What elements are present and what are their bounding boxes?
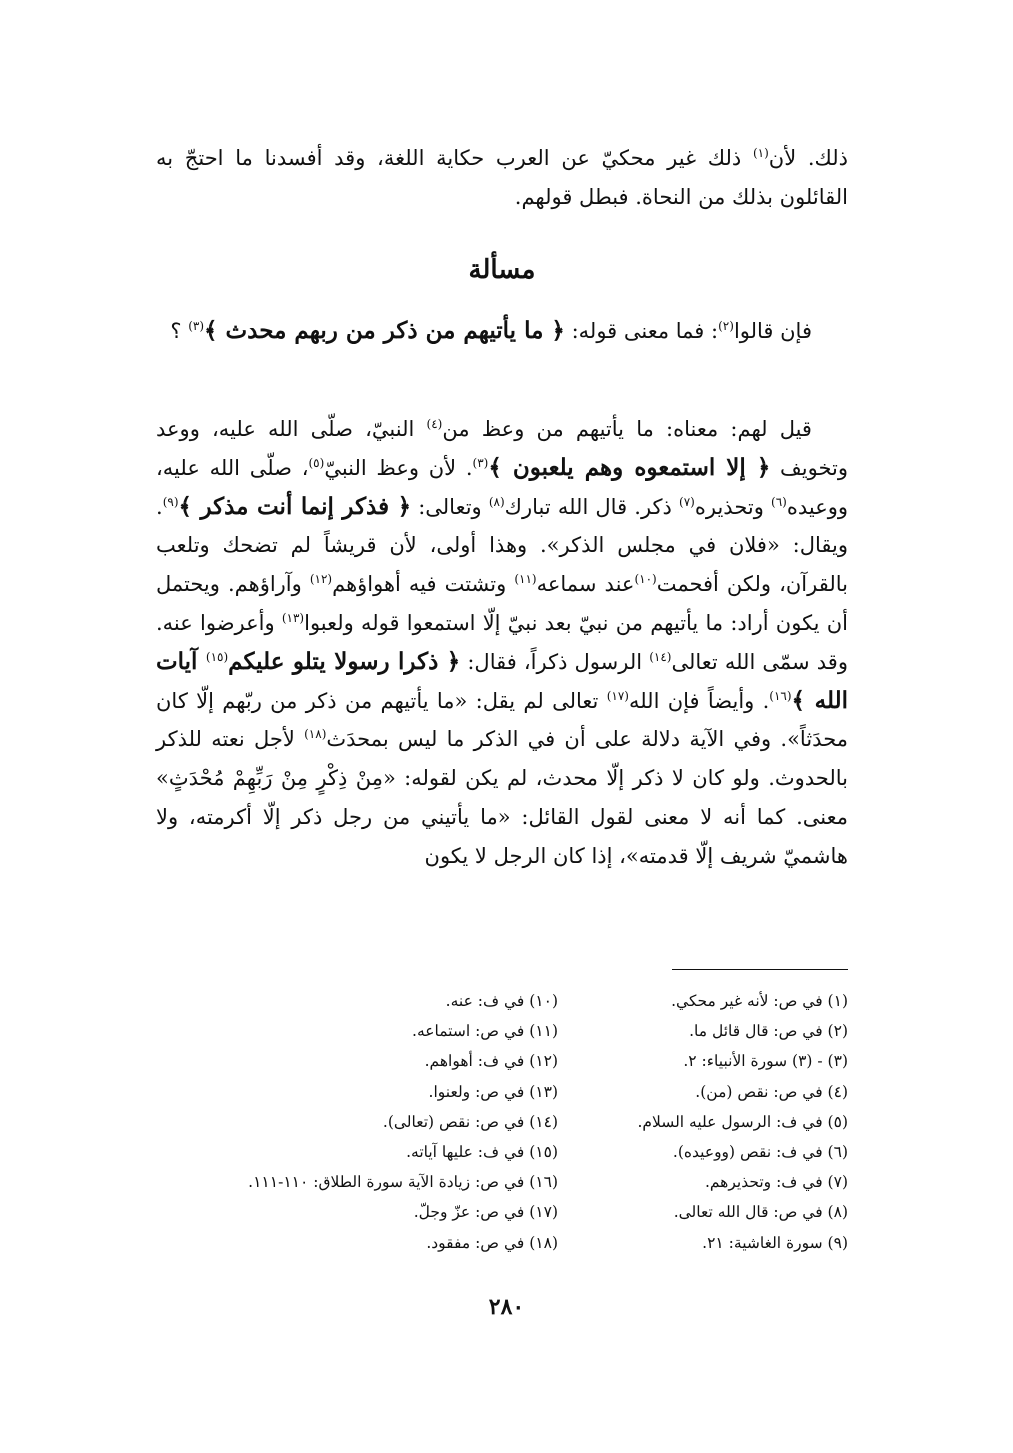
quran-verse: ﴿ إلا استمعوه وهم يلعبون ﴾ xyxy=(488,453,771,481)
text-run: تعالى لم يقل: «ما يأتيهم من ذكر من ربّهم إلّا كان محدَثاً». وفي الآية دلالة على أن في الذكر ما ليس بمحدَث xyxy=(156,688,849,752)
text-run: وتعالى: xyxy=(411,494,489,519)
footnote-marker: (١١) xyxy=(514,572,537,587)
text-run: قيل لهم: معناه: ما يأتيهم من وعظ من xyxy=(442,417,812,441)
footnote: (١٨) في ص: مفقود. xyxy=(426,1233,558,1252)
text-run: وأعرضوا عنه. وقد سمّى الله تعالى xyxy=(156,610,848,674)
footnote-marker: (١) xyxy=(752,146,769,160)
text-run: ذلك. لأن xyxy=(768,146,848,170)
text-run: ذلك غير محكيّ عن العرب حكاية اللغة، وقد أفسدنا ما احتجّ به القائلون بذلك من النحاة. فبطل قولهم. xyxy=(156,146,848,209)
footnote-marker: (١٧) xyxy=(606,688,629,703)
text-run: وآراؤهم. ويحتمل أن يكون أراد: ما يأتيهم من نبيّ بعد نبيّ إلّا استمعوا قوله ولعبوا xyxy=(156,572,848,635)
footnote-marker: (٥) xyxy=(308,455,325,470)
footnote: (١٣) في ص: ولعنوا. xyxy=(428,1082,558,1101)
answer-paragraph xyxy=(156,410,848,876)
section-heading: مسألة xyxy=(468,255,536,285)
footnote-marker: (٤) xyxy=(426,417,443,431)
footnote: (١٢) في ف: أهواهم. xyxy=(424,1052,558,1071)
footnote-marker: (٣) xyxy=(188,319,205,333)
footnote-marker: (١٠) xyxy=(634,572,657,587)
footnote: (١) في ص: لأنه غير محكي. xyxy=(671,992,848,1010)
footnote-marker: (٩) xyxy=(162,494,179,509)
text-run: . لأن وعظ النبيّ xyxy=(324,455,473,480)
footnotes-column-right xyxy=(548,986,848,1258)
footnote-marker: (٢) xyxy=(718,319,734,333)
text-run: الرسول ذكراً، فقال: xyxy=(460,649,650,674)
footnote: (٦) في ف: نقص (ووعيده). xyxy=(672,1143,848,1162)
quran-verse: ﴿ فذكر إنما أنت مذكر ﴾ xyxy=(178,492,412,520)
text-run: عند سماعه xyxy=(536,572,635,597)
text-run: فإن قالوا xyxy=(733,319,812,343)
text-run: . وأيضاً فإن الله xyxy=(628,688,770,713)
footnote-marker: (٦) xyxy=(771,494,787,509)
question-paragraph xyxy=(156,312,848,351)
footnote-marker: (١٥) xyxy=(205,649,229,664)
footnote: (٢) في ص: قال قائل ما. xyxy=(689,1022,848,1041)
text-run: لأجل نعته للذكر بالحدوث. ولو كان لا ذكر إلّا محدث، لم يكن لقوله: «مِنْ ذِكْرٍ مِنْ رَبِّهِمْ مُحْدَثٍ» معنى. كما أنه لا معنى لقول القائل: «ما يأتيني من رجل ذكر إلّا أكرمته، ولا هاشميّ شريف إلّا قدمته»، إذا كان الرجل لا يكون xyxy=(156,727,848,868)
footnotes-column-left xyxy=(158,986,558,1258)
footnote: (٧) في ف: وتحذيرهم. xyxy=(704,1173,848,1192)
footnote-marker: (١٤) xyxy=(649,649,672,664)
footnote-marker: (١٣) xyxy=(281,610,305,625)
footnote: (١١) في ص: استماعه. xyxy=(412,1022,558,1041)
text-run: ذكر. قال الله تبارك xyxy=(504,494,680,519)
quran-verse: ﴿ ذكرا رسولا يتلو عليكم xyxy=(228,647,461,675)
text-run: . ويقال: «فلان في مجلس الذكر». وهذا أولى، لأن قريشاً لم تضحك وتلعب بالقرآن، ولكن أفحمت xyxy=(156,494,848,597)
text-run: النبيّ، صلّى الله عليه، ووعد وتخويف xyxy=(156,417,848,480)
text-run: ؟ xyxy=(170,319,189,343)
intro-paragraph xyxy=(156,139,848,217)
text-run: وتحذيره xyxy=(694,494,771,519)
footnote-marker: (١٢) xyxy=(309,572,333,587)
footnote: (١٤) في ص: نقص (تعالى). xyxy=(382,1112,558,1131)
text-run: : فما معنى قوله: xyxy=(564,319,719,343)
footnote: (١٧) في ص: عزّ وجلّ. xyxy=(413,1203,558,1222)
footnote: (٨) في ص: قال الله تعالى. xyxy=(673,1203,848,1222)
footnote: (١٠) في ف: عنه. xyxy=(445,992,558,1010)
text-run: وتشتت فيه أهواؤهم xyxy=(332,572,515,597)
footnote-marker: (٣) xyxy=(472,455,489,470)
footnote-divider xyxy=(672,969,848,970)
footnote-marker: (١٦) xyxy=(769,688,792,703)
footnote: (٤) في ص: نقص (من). xyxy=(695,1082,848,1101)
quran-verse: ﴿ ما يأتيهم من ذكر من ربهم محدث ﴾ xyxy=(204,317,565,344)
footnote: (٣) - (٣) سورة الأنبياء: ٢. xyxy=(683,1052,848,1071)
footnote-marker: (١٨) xyxy=(304,727,327,742)
text-run: ، صلّى الله عليه، ووعيده xyxy=(156,455,849,519)
footnote-marker: (٧) xyxy=(679,494,695,509)
footnote: (١٥) في ف: عليها آياته. xyxy=(406,1143,558,1162)
footnote: (١٦) في ص: زيادة الآية سورة الطلاق: ١١٠-١١١. xyxy=(248,1173,558,1192)
page-number: ٢٨٠ xyxy=(488,1294,525,1320)
footnote: (٩) سورة الغاشية: ٢١. xyxy=(702,1233,848,1252)
quran-verse: آيات الله ﴾ xyxy=(156,647,849,714)
footnote: (٥) في ف: الرسول عليه السلام. xyxy=(637,1112,848,1131)
footnote-marker: (٨) xyxy=(488,494,505,509)
